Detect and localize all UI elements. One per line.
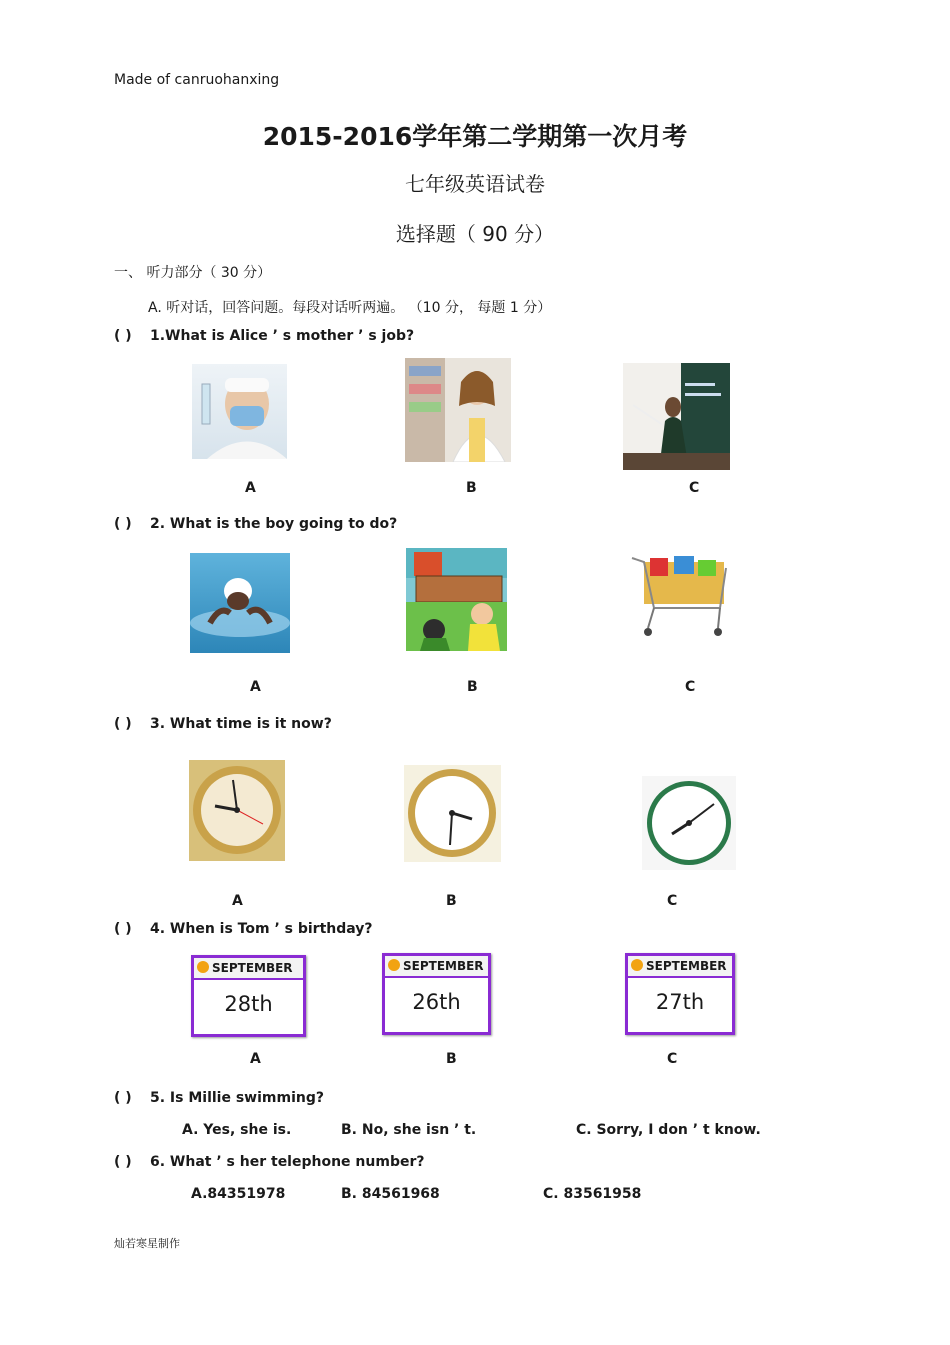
answer-blank[interactable]: ( ) <box>114 1090 132 1106</box>
question-1 <box>114 328 414 344</box>
clock-c <box>642 776 736 870</box>
calendar-month: SEPTEMBER <box>646 959 727 973</box>
teacher-photo <box>623 363 730 470</box>
instruction: A. 听对话，回答问题。每段对话听两遍。 （10 分， 每题 1 分） <box>148 300 552 316</box>
nurse-photo <box>192 364 287 459</box>
option-b: B. 84561968 <box>341 1186 440 1202</box>
calendar-c <box>625 953 735 1035</box>
option-a: A. Yes, she is. <box>182 1122 292 1138</box>
question-6 <box>114 1154 424 1170</box>
exam-subtitle: 七年级英语试卷 <box>405 172 545 196</box>
option-label: A <box>232 893 243 909</box>
question-text: 5. Is Millie swimming? <box>150 1090 324 1106</box>
swimmer-photo <box>190 553 290 653</box>
watching-tv-illustration <box>406 548 507 651</box>
sun-icon <box>197 961 209 973</box>
page-footer: 灿若寒星制作 <box>114 1237 180 1250</box>
option-label: A <box>250 1051 261 1067</box>
answer-blank[interactable]: ( ) <box>114 921 132 937</box>
option-label: B <box>467 679 478 695</box>
question-4 <box>114 921 373 937</box>
question-3 <box>114 716 332 732</box>
question-text: 3. What time is it now? <box>150 716 332 732</box>
question-text: 1.What is Alice ’ s mother ’ s job? <box>150 328 415 344</box>
option-label: C <box>685 679 696 695</box>
option-label: B <box>446 893 457 909</box>
answer-blank[interactable]: ( ) <box>114 716 132 732</box>
page-header: Made of canruohanxing <box>114 72 280 88</box>
answer-blank[interactable]: ( ) <box>114 516 132 532</box>
option-label: B <box>466 480 477 496</box>
option-label: C <box>689 480 700 496</box>
shop-assistant-photo <box>405 358 511 462</box>
option-label: C <box>667 893 678 909</box>
clock-b <box>404 765 501 862</box>
option-c: C. Sorry, I don ’ t know. <box>576 1122 761 1138</box>
question-text: 2. What is the boy going to do? <box>150 516 398 532</box>
answer-blank[interactable]: ( ) <box>114 1154 132 1170</box>
question-5 <box>114 1090 324 1106</box>
calendar-day: 28th <box>224 992 273 1016</box>
shopping-cart-photo <box>626 548 732 654</box>
question-text: 6. What ’ s her telephone number? <box>150 1154 425 1170</box>
answer-blank[interactable]: ( ) <box>114 328 132 344</box>
option-b: B. No, she isn ’ t. <box>341 1122 477 1138</box>
calendar-a <box>191 955 306 1037</box>
sun-icon <box>631 959 643 971</box>
option-c: C. 83561958 <box>543 1186 642 1202</box>
calendar-day: 27th <box>655 990 705 1014</box>
calendar-month: SEPTEMBER <box>403 959 484 973</box>
exam-title: 2015-2016学年第二学期第一次月考 <box>262 122 688 151</box>
option-label: B <box>446 1051 457 1067</box>
option-label: A <box>250 679 261 695</box>
calendar-b <box>382 953 491 1035</box>
section-heading: 选择题（ 90 分） <box>395 222 555 246</box>
option-label: A <box>245 480 256 496</box>
part-heading: 一、 听力部分（ 30 分） <box>114 265 272 281</box>
option-a: A.84351978 <box>191 1186 286 1202</box>
question-text: 4. When is Tom ’ s birthday? <box>150 921 373 937</box>
calendar-day: 26th <box>412 990 461 1014</box>
clock-a <box>189 760 285 861</box>
calendar-month: SEPTEMBER <box>212 961 293 975</box>
question-2 <box>114 516 397 532</box>
sun-icon <box>388 959 400 971</box>
option-label: C <box>667 1051 678 1067</box>
